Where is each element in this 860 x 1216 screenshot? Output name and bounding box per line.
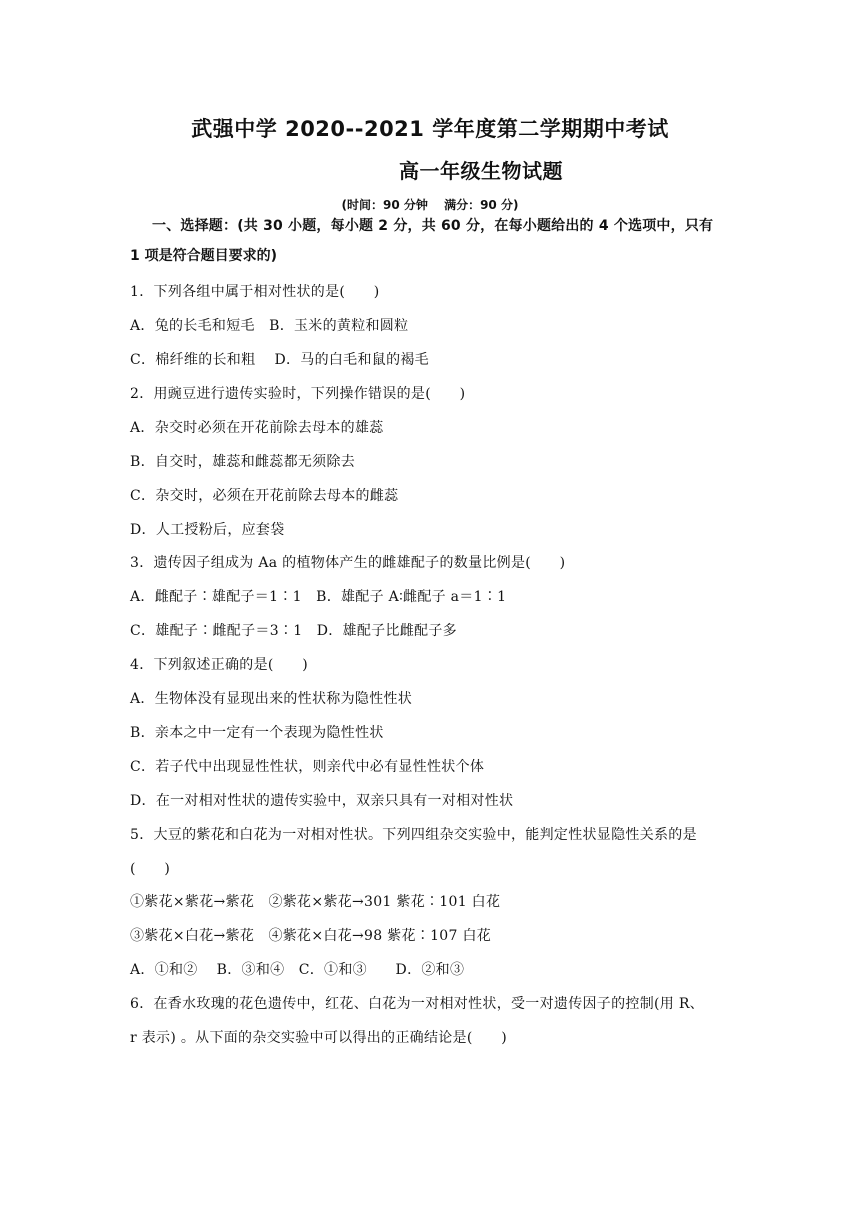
exam-title: 武强中学 2020--2021 学年度第二学期期中考试	[191, 117, 669, 141]
option-line: A．生物体没有显现出来的性状称为隐性性状	[130, 691, 413, 707]
option-line: C．雄配子∶雌配子＝3∶1 D．雄配子比雌配子多	[130, 623, 457, 639]
option-line: A．雌配子∶雄配子＝1∶1 B．雄配子 A∶雌配子 a＝1∶1	[130, 589, 507, 605]
question-line: 3．遗传因子组成为 Aa 的植物体产生的雌雄配子的数量比例是( )	[130, 555, 566, 571]
section-heading-cont: 1 项是符合题目要求的)	[130, 248, 278, 264]
option-line: A．①和② B．③和④ C．①和③ D．②和③	[130, 962, 465, 978]
question-line-cont: r 表示) 。从下面的杂交实验中可以得出的正确结论是( )	[130, 1030, 507, 1046]
question-line-cont: ( )	[130, 861, 171, 877]
option-line: C．若子代中出现显性性状，则亲代中必有显性性状个体	[130, 759, 485, 775]
option-line: C．棉纤维的长和粗 D．马的白毛和鼠的褐毛	[130, 352, 429, 368]
option-line: C．杂交时，必须在开花前除去母本的雌蕊	[130, 488, 399, 504]
option-line: ③紫花×白花→紫花 ④紫花×白花→98 紫花∶107 白花	[130, 928, 492, 944]
option-line: A．杂交时必须在开花前除去母本的雄蕊	[130, 420, 384, 436]
option-line: D．人工授粉后，应套袋	[130, 522, 285, 538]
question-line: 2．用豌豆进行遗传实验时，下列操作错误的是( )	[130, 386, 466, 402]
question-line: 6．在香水玫瑰的花色遗传中，红花、白花为一对相对性状，受一对遗传因子的控制(用 R、	[130, 996, 704, 1012]
option-line: B．亲本之中一定有一个表现为隐性性状	[130, 725, 384, 741]
option-line: B．自交时，雄蕊和雌蕊都无须除去	[130, 454, 356, 470]
option-line: D．在一对相对性状的遗传实验中，双亲只具有一对相对性状	[130, 793, 514, 809]
section-heading: 一、选择题：(共 30 小题，每小题 2 分，共 60 分，在每小题给出的 4 个选项中，只有	[152, 218, 714, 234]
exam-subtitle: 高一年级生物试题	[399, 159, 563, 183]
question-line: 5．大豆的紫花和白花为一对相对性状。下列四组杂交实验中，能判定性状显隐性关系的是	[130, 827, 697, 843]
option-line: ①紫花×紫花→紫花 ②紫花×紫花→301 紫花∶101 白花	[130, 894, 501, 910]
exam-meta: (时间：90 分钟 满分：90 分)	[341, 198, 519, 212]
question-line: 4．下列叙述正确的是( )	[130, 657, 309, 673]
question-line: 1．下列各组中属于相对性状的是( )	[130, 284, 380, 300]
option-line: A．兔的长毛和短毛 B．玉米的黄粒和圆粒	[130, 318, 409, 334]
